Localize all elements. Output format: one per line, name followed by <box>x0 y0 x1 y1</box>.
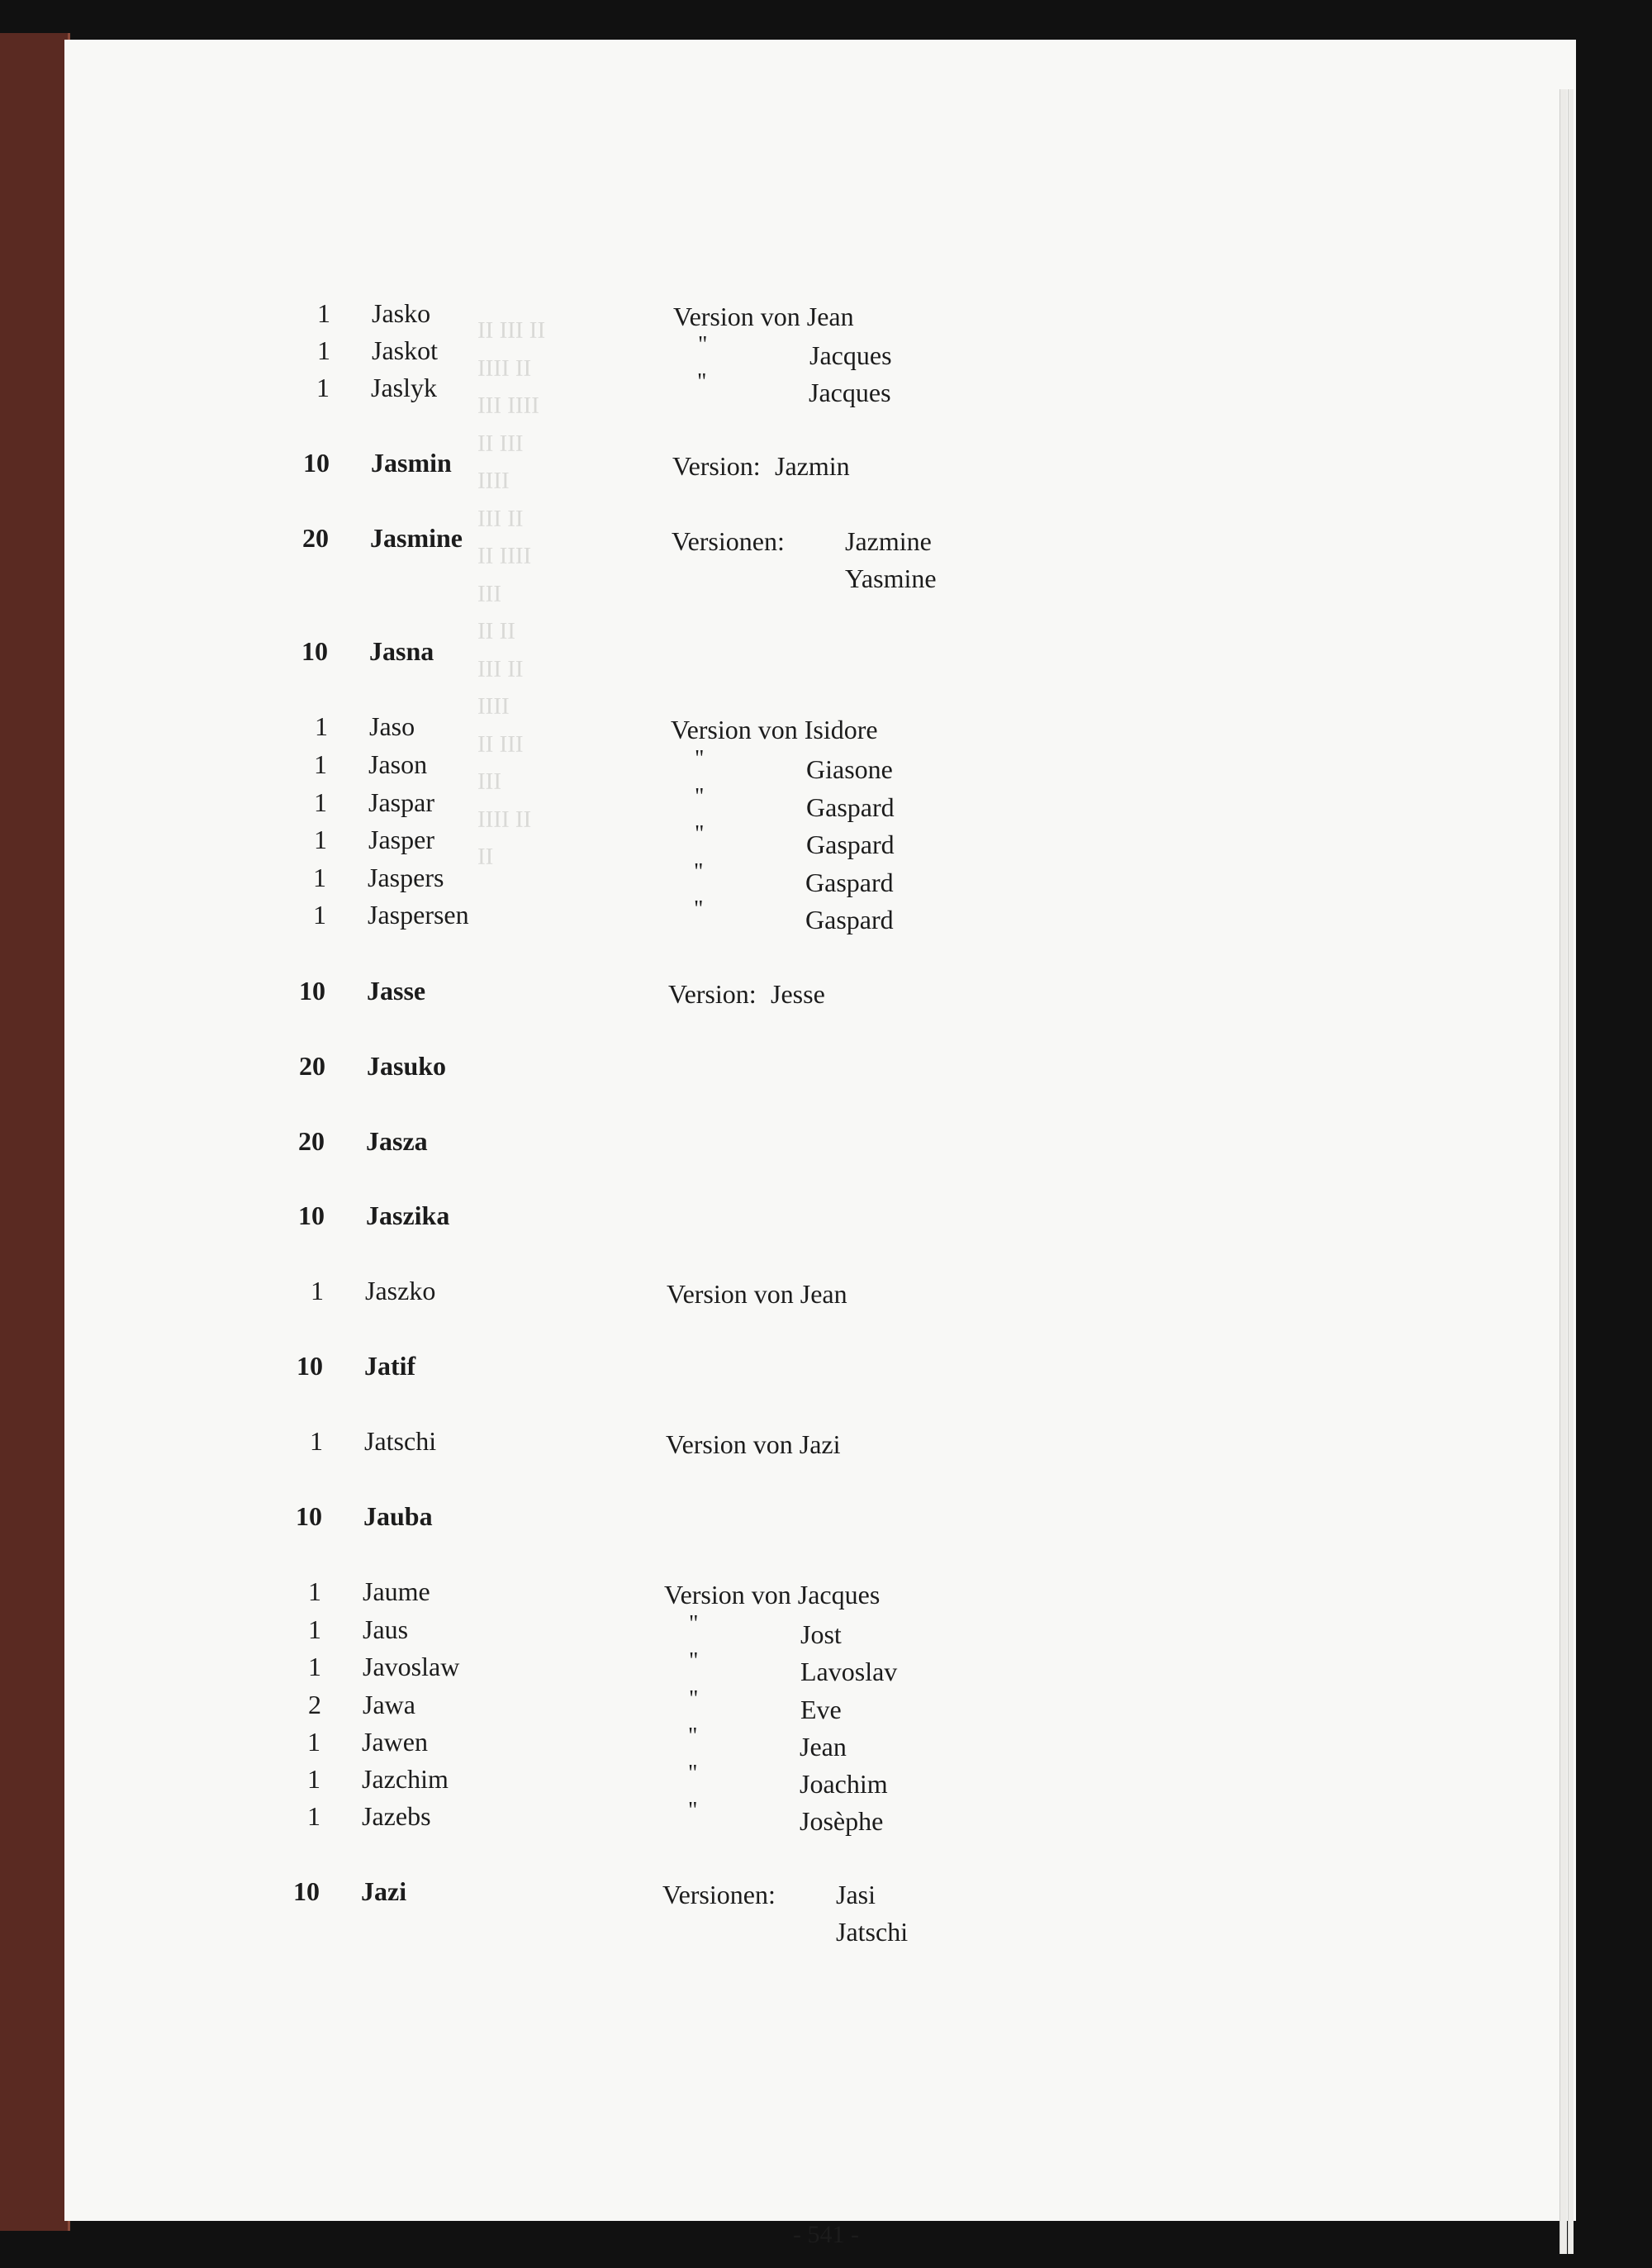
entry-count: 1 <box>314 787 327 817</box>
entry-label: Version von Jazi <box>666 1429 841 1459</box>
entry-count: 1 <box>313 863 326 892</box>
register-entry <box>64 447 1469 513</box>
ditto-mark: " <box>688 1724 698 1749</box>
entry-name: Jasza <box>366 1126 428 1156</box>
entry-name: Jaspar <box>368 787 434 817</box>
entry-name: Jazchim <box>362 1764 449 1794</box>
register-entry <box>64 1876 1469 1947</box>
register-entry <box>64 369 1469 438</box>
book-page <box>64 40 1576 2221</box>
entry-version: Jacques <box>809 378 891 407</box>
entry-label: Version: <box>668 979 757 1009</box>
ditto-mark: " <box>689 1686 699 1712</box>
ditto-mark: " <box>689 1611 699 1637</box>
entry-count: 1 <box>317 335 330 365</box>
page-edge <box>1568 89 1574 2254</box>
ditto-mark: " <box>697 369 707 395</box>
register-entry <box>64 975 1469 1041</box>
entry-count: 10 <box>293 1876 320 1906</box>
entry-count: 1 <box>316 373 330 402</box>
register-entry <box>64 1125 1469 1191</box>
entry-name: Jasper <box>368 825 434 854</box>
register-entry <box>64 1275 1469 1341</box>
entry-name: Jaus <box>363 1614 409 1644</box>
entry-version: Jean <box>800 1732 847 1762</box>
entry-version: Josèphe <box>800 1806 884 1836</box>
ditto-mark: " <box>694 896 704 922</box>
entry-name: Jaskot <box>372 335 438 365</box>
entry-name: Jauba <box>363 1501 433 1531</box>
entry-name: Jawa <box>363 1690 415 1719</box>
entry-label: Version von Jean <box>673 302 854 331</box>
entry-count: 1 <box>314 825 327 854</box>
register-entry <box>64 1500 1469 1567</box>
entry-version: Gaspard <box>805 905 894 934</box>
ditto-mark: " <box>695 746 705 772</box>
entry-count: 1 <box>314 749 327 779</box>
entry-count: 1 <box>307 1764 320 1794</box>
entry-name: Jawen <box>362 1727 428 1757</box>
page-number: - 541 - <box>793 2221 859 2248</box>
entry-version: Gaspard <box>805 868 894 897</box>
entry-name: Jasko <box>372 298 431 328</box>
entry-count: 1 <box>315 711 328 741</box>
entry-label: Version von Jean <box>667 1279 847 1309</box>
entry-name: Jaume <box>363 1576 430 1606</box>
entry-version: Jazmin <box>775 451 850 481</box>
entry-name: Javoslaw <box>363 1652 460 1681</box>
entry-name: Jazi <box>361 1876 407 1906</box>
entry-name: Jaspers <box>368 863 444 892</box>
entry-name: Jaslyk <box>371 373 437 402</box>
register-entry <box>64 635 1469 701</box>
entry-label: Version: <box>672 451 761 481</box>
ditto-mark: " <box>695 784 705 810</box>
entry-version: Eve <box>800 1695 842 1724</box>
entry-label: Version von Isidore <box>671 715 878 744</box>
register-entry <box>64 1425 1469 1491</box>
entry-name: Jazebs <box>362 1801 431 1831</box>
ditto-mark: " <box>694 859 704 885</box>
entry-label: Versionen: <box>662 1880 776 1909</box>
register-entry <box>64 1050 1469 1116</box>
register-entry <box>64 522 1469 593</box>
register-entry <box>64 896 1469 965</box>
entry-count: 1 <box>310 1426 323 1456</box>
entry-name: Jaszika <box>366 1201 450 1230</box>
page-edge <box>1559 89 1567 2254</box>
register-entry <box>64 1200 1469 1266</box>
entry-count: 20 <box>302 523 329 553</box>
entry-count: 20 <box>298 1126 325 1156</box>
ditto-mark: " <box>698 332 708 358</box>
entry-name: Jasmin <box>371 448 452 478</box>
entry-name: Jatschi <box>364 1426 437 1456</box>
entry-count: 1 <box>317 298 330 328</box>
entry-version: Gaspard <box>806 830 895 859</box>
entry-version: Jatschi <box>836 1917 909 1947</box>
show-through-column: ΙΙ ΙΙΙ ΙΙ ΙΙΙΙ ΙΙ ΙΙΙ ΙΙΙΙ ΙΙ ΙΙΙ ΙΙΙΙ ΙΙΙ ΙΙ ΙΙ ΙΙΙΙ ΙΙΙ ΙΙ ΙΙ ΙΙΙ ΙΙ ΙΙΙΙ ΙΙ ΙΙΙ ΙΙΙ ΙΙΙΙ ΙΙ ΙΙ <box>477 317 546 870</box>
entry-count: 10 <box>296 1501 322 1531</box>
ditto-mark: " <box>689 1648 699 1674</box>
entry-count: 10 <box>303 448 330 478</box>
entry-count: 1 <box>308 1614 321 1644</box>
entry-name: Jasuko <box>367 1051 447 1081</box>
entry-count: 1 <box>307 1801 320 1831</box>
entry-version: Jazmine <box>845 526 932 556</box>
entry-version: Giasone <box>806 754 893 784</box>
entry-count: 2 <box>308 1690 321 1719</box>
entry-label: Versionen: <box>672 526 785 556</box>
ditto-mark: " <box>688 1761 698 1786</box>
entry-name: Jaszko <box>365 1276 436 1305</box>
entry-version: Yasmine <box>845 563 937 593</box>
entry-name: Jaso <box>369 711 415 741</box>
entry-name: Jasmine <box>370 523 463 553</box>
entry-name: Jatif <box>364 1351 416 1381</box>
entry-count: 10 <box>301 636 328 666</box>
entry-count: 1 <box>308 1652 321 1681</box>
entry-count: 1 <box>311 1276 324 1305</box>
entry-name: Jasna <box>369 636 434 666</box>
register-entry <box>64 1800 1469 1866</box>
entry-version: Jacques <box>809 340 892 370</box>
entry-count: 10 <box>297 1351 323 1381</box>
entry-count: 1 <box>308 1576 321 1606</box>
entry-count: 1 <box>307 1727 320 1757</box>
entry-count: 20 <box>299 1051 325 1081</box>
entry-version: Jasi <box>836 1880 876 1909</box>
register-entry <box>64 1350 1469 1416</box>
entry-version: Jesse <box>771 979 825 1009</box>
entry-count: 1 <box>313 900 326 930</box>
entry-version: Joachim <box>800 1769 888 1799</box>
ditto-mark: " <box>695 821 705 847</box>
entry-name: Jaspersen <box>368 900 469 930</box>
entry-label: Version von Jacques <box>664 1580 881 1609</box>
entry-version: Lavoslav <box>800 1657 898 1686</box>
entry-count: 10 <box>298 1201 325 1230</box>
entry-name: Jasse <box>367 976 426 1006</box>
ditto-mark: " <box>688 1798 698 1823</box>
entry-version: Gaspard <box>806 792 895 822</box>
entry-name: Jason <box>368 749 428 779</box>
entry-version: Jost <box>800 1619 842 1649</box>
entry-count: 10 <box>299 976 325 1006</box>
book-spine <box>0 33 70 2231</box>
